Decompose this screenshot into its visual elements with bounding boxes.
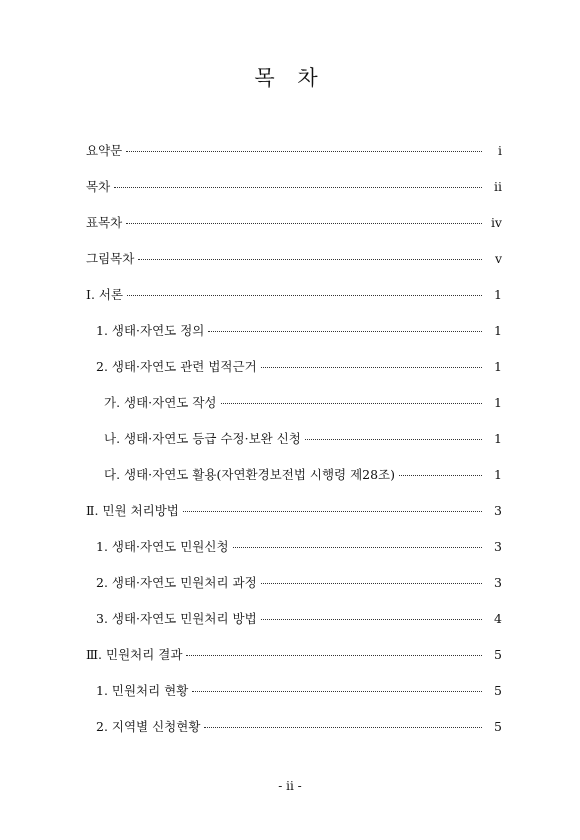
toc-entry-table-list[interactable]: [86, 204, 502, 240]
toc-leader-dots: [208, 330, 482, 332]
toc-entry-label: 1. 생태·자연도 정의: [96, 323, 205, 338]
toc-page-number: i: [498, 142, 502, 158]
toc-page-number: 3: [494, 502, 502, 518]
toc-leader-dots: [204, 726, 482, 728]
toc-leader-dots: [126, 150, 482, 152]
toc-entry-section-2-1[interactable]: [86, 528, 502, 564]
toc-page-number: 1: [494, 286, 502, 302]
toc-leader-dots: [183, 510, 482, 512]
toc-leader-dots: [261, 618, 482, 620]
toc-entry-subsection-na[interactable]: [86, 420, 502, 456]
toc-page-number: 1: [494, 358, 502, 374]
table-of-contents: [86, 132, 502, 744]
toc-entry-label: Ⅲ. 민원처리 결과: [86, 647, 183, 662]
toc-entry-section-2-3[interactable]: [86, 600, 502, 636]
toc-entry-label: 2. 생태·자연도 관련 법적근거: [96, 359, 257, 374]
toc-page-number: 4: [494, 610, 502, 626]
toc-entry-chapter-1[interactable]: [86, 276, 502, 312]
toc-entry-label: Ⅰ. 서론: [86, 287, 124, 302]
toc-page-number: v: [494, 250, 502, 266]
toc-leader-dots: [127, 294, 482, 296]
toc-page-number: 1: [494, 466, 502, 482]
toc-page-number: 1: [494, 322, 502, 338]
toc-entry-label: 그림목차: [86, 251, 135, 266]
toc-entry-contents[interactable]: [86, 168, 502, 204]
toc-leader-dots: [233, 546, 482, 548]
toc-entry-subsection-da[interactable]: [86, 456, 502, 492]
toc-entry-summary[interactable]: [86, 132, 502, 168]
toc-entry-subsection-ga[interactable]: [86, 384, 502, 420]
toc-page-number: 5: [494, 718, 502, 734]
toc-page-number: 1: [494, 430, 502, 446]
toc-leader-dots: [305, 438, 482, 440]
toc-entry-section-3-2[interactable]: [86, 708, 502, 744]
toc-leader-dots: [186, 654, 482, 656]
toc-leader-dots: [261, 366, 482, 368]
toc-leader-dots: [261, 582, 482, 584]
toc-page-number: iv: [490, 214, 502, 230]
page-title: 목 차: [254, 66, 326, 90]
toc-entry-label: Ⅱ. 민원 처리방법: [86, 503, 179, 518]
toc-leader-dots: [138, 258, 482, 260]
toc-entry-label: 1. 생태·자연도 민원신청: [96, 539, 229, 554]
toc-entry-label: 목차: [86, 179, 111, 194]
toc-entry-label: 다. 생태·자연도 활용(자연환경보전법 시행령 제28조): [104, 467, 396, 482]
toc-entry-section-1-1[interactable]: [86, 312, 502, 348]
toc-page-number: ii: [494, 178, 502, 194]
toc-entry-figure-list[interactable]: [86, 240, 502, 276]
toc-leader-dots: [221, 402, 483, 404]
toc-leader-dots: [399, 474, 482, 476]
toc-entry-section-1-2[interactable]: [86, 348, 502, 384]
toc-entry-label: 3. 생태·자연도 민원처리 방법: [96, 611, 257, 626]
toc-page-number: 3: [494, 574, 502, 590]
toc-entry-label: 가. 생태·자연도 작성: [104, 395, 217, 410]
toc-entry-label: 나. 생태·자연도 등급 수정·보완 신청: [104, 431, 301, 446]
toc-entry-chapter-3[interactable]: [86, 636, 502, 672]
toc-leader-dots: [126, 222, 482, 224]
page-number-footer: - ii -: [278, 779, 302, 793]
toc-entry-label: 요약문: [86, 143, 123, 158]
toc-page-number: 1: [494, 394, 502, 410]
toc-page-number: 5: [494, 646, 502, 662]
toc-entry-section-2-2[interactable]: [86, 564, 502, 600]
toc-page-number: 5: [494, 682, 502, 698]
toc-entry-chapter-2[interactable]: [86, 492, 502, 528]
toc-entry-label: 1. 민원처리 현황: [96, 683, 189, 698]
toc-entry-section-3-1[interactable]: [86, 672, 502, 708]
toc-entry-label: 표목차: [86, 215, 123, 230]
toc-entry-label: 2. 생태·자연도 민원처리 과정: [96, 575, 257, 590]
toc-leader-dots: [192, 690, 482, 692]
toc-page-number: 3: [494, 538, 502, 554]
toc-entry-label: 2. 지역별 신청현황: [96, 719, 201, 734]
toc-leader-dots: [114, 186, 482, 188]
